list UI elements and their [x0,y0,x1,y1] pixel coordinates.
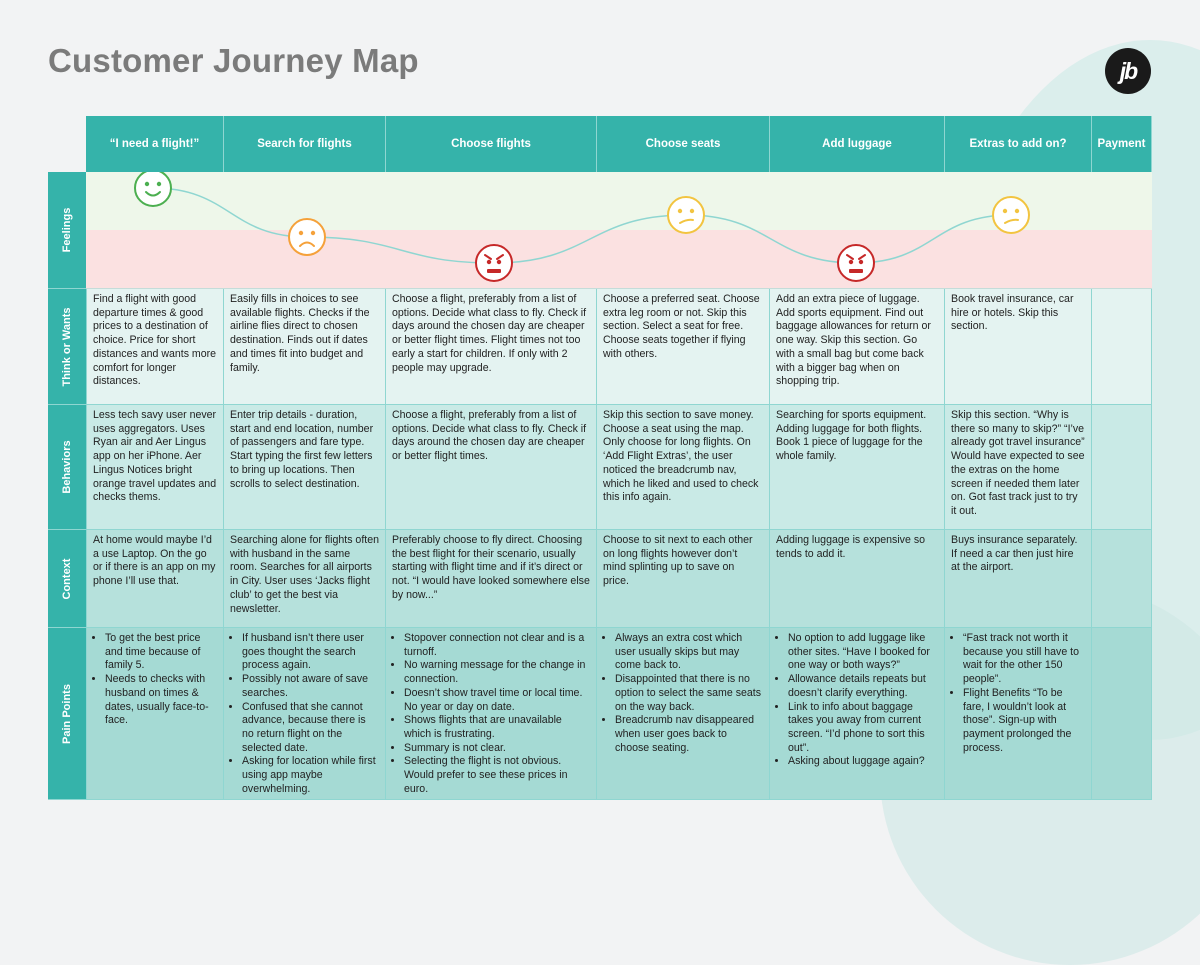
stage-header: “I need a flight!” [86,116,224,172]
row-label-text: Think or Wants [61,306,73,387]
think-cell: Book travel insurance, car hire or hotels. Skip this section. [945,289,1092,405]
pain-point-list [951,632,1085,755]
pain-cell [1092,628,1152,800]
behaviors-cell: Skip this section to save money. Choose a seat using the map. Only choose for long flights. On ‘Add Flight Extras’, the user noticed the breadcrumb nav, which he liked and used to check this info again. [597,405,770,530]
context-cell: Choose to sit next to each other on long flights however don’t mind splinting up to save on price. [597,530,770,628]
row-label-behaviors [48,405,86,530]
context-cell [1092,530,1152,628]
neutral-face-icon [993,197,1029,233]
pain-point-item: • Asking about luggage again? [788,755,938,769]
pain-cell [770,628,945,800]
pain-point-item: • Asking for location while first using app maybe overwhelming. [242,755,379,796]
pain-point-item: • No warning message for the change in connection. [404,659,590,686]
pain-cell [224,628,386,800]
pain-point-item: • Shows flights that are unavailable which is frustrating. [404,714,590,741]
think-cell: Add an extra piece of luggage. Add sports equipment. Find out baggage allowances for return or one way. Skip this section. Go with a small bag but come back with a bigger bag when on shopping trip. [770,289,945,405]
pain-point-item: • Breadcrumb nav disappeared when user goes back to choose seating. [615,714,763,755]
pain-point-item: • Summary is not clear. [404,742,590,756]
pain-point-item: • Doesn’t show travel time or local time. No year or day on date. [404,687,590,714]
behaviors-cell: Searching for sports equipment. Adding luggage for both flights. Book 1 piece of luggage for the whole family. [770,405,945,530]
pain-point-item: • Confused that she cannot advance, because there is no return flight on the selected date. [242,701,379,756]
pain-point-item: • Needs to checks with husband on times & dates, usually face-to-face. [105,673,217,728]
pain-point-item: • Stopover connection not clear and is a turnoff. [404,632,590,659]
pain-point-item: • “Fast track not worth it because you still have to wait for the other 150 people”. [963,632,1085,687]
pain-point-item: • Possibly not aware of save searches. [242,673,379,700]
stage-header: Payment [1092,116,1152,172]
angry-face-icon [476,245,512,281]
pain-point-item: • To get the best price and time because of family 5. [105,632,217,673]
context-cell: Buys insurance separately. If need a car then just hire at the airport. [945,530,1092,628]
pain-point-item: • Selecting the flight is not obvious. Would prefer to see these prices in euro. [404,755,590,796]
think-cell [1092,289,1152,405]
think-cell: Find a flight with good departure times & good prices to a destination of choice. Price for short distances and wants more comfort for longer distances. [86,289,224,405]
pain-point-item: • Always an extra cost which user usually skips but may come back to. [615,632,763,673]
context-cell: Searching alone for flights often with husband in the same room. Searches for all airports in City. User uses ‘Jacks flight club’ to get the best via newsletter. [224,530,386,628]
behaviors-cell: Choose a flight, preferably from a list of options. Decide what class to fly. Check if days around the chosen day are cheaper or better flight times. [386,405,597,530]
think-cell: Choose a preferred seat. Choose extra leg room or not. Skip this section. Select a seat for free. Choose seats together if flying with others. [597,289,770,405]
stage-header: Choose flights [386,116,597,172]
pain-point-list [93,632,217,728]
stage-header: Add luggage [770,116,945,172]
row-label-text: Feelings [61,207,73,253]
pain-point-item: • Link to info about baggage takes you away from current screen. “I’d phone to sort this out”. [788,701,938,756]
row-label-pain [48,628,86,800]
pain-cell [945,628,1092,800]
pain-point-item: • Flight Benefits “To be fare, I wouldn’t look at those”. Sign-up with payment prolonged the process. [963,687,1085,756]
sad-face-icon [289,219,325,255]
pain-point-item: • No option to add luggage like other sites. “Have I booked for one way or both ways?” [788,632,938,673]
row-label-context [48,530,86,628]
think-cell: Easily fills in choices to see available flights. Checks if the airline flies direct to chosen destination. Finds out if dates and times fit into budget and family. [224,289,386,405]
stage-header: Extras to add on? [945,116,1092,172]
row-label-think [48,289,86,405]
pain-cell [386,628,597,800]
think-cell: Choose a flight, preferably from a list of options. Decide what class to fly. Check if days around the chosen day are cheaper or better flight times. Flight times not too early a start for children. If only with 2 people may upgrade. [386,289,597,405]
pain-point-item: • Allowance details repeats but doesn’t clarify everything. [788,673,938,700]
neutral-face-icon [668,197,704,233]
row-label-text: Context [61,558,73,599]
pain-point-list [776,632,938,769]
context-cell: Adding luggage is expensive so tends to add it. [770,530,945,628]
logo: jb [1105,48,1151,94]
pain-point-list [230,632,379,796]
pain-point-item: • If husband isn’t there user goes thought the search process again. [242,632,379,673]
happy-face-icon [135,172,171,206]
pain-cell [86,628,224,800]
angry-face-icon [838,245,874,281]
row-label-text: Behaviors [61,440,73,494]
behaviors-cell: Skip this section. “Why is there so many to skip?” “I’ve already got travel insurance” Would have expected to see the extras on the home screen if needed them later on. Got fast track just to try it out. [945,405,1092,530]
stage-header: Choose seats [597,116,770,172]
row-label-feelings [48,172,86,289]
row-label-text: Pain Points [61,683,73,744]
feelings-svg [86,172,1152,289]
pain-point-list [392,632,590,796]
pain-cell [597,628,770,800]
behaviors-cell: Less tech savy user never uses aggregators. Uses Ryan air and Aer Lingus app on her iPhone. Aer Lingus Notices bright orange travel updates and checks thems. [86,405,224,530]
stage-header: Search for flights [224,116,386,172]
context-cell: Preferably choose to fly direct. Choosing the best flight for their scenario, usually starting with flight time and if it’s direct or not. “I would have looked somewhere else by now...” [386,530,597,628]
pain-point-item: • Disappointed that there is no option to select the same seats on the way back. [615,673,763,714]
page-title: Customer Journey Map [48,42,419,79]
behaviors-cell: Enter trip details - duration, start and end location, number of passengers and fare type. Start typing the first few letters to bring up locations. Then scrolls to select destination. [224,405,386,530]
feelings-chart [86,172,1152,289]
negative-band [86,230,1152,289]
pain-point-list [603,632,763,755]
context-cell: At home would maybe I’d a use Laptop. On the go or if there is an app on my phone I’ll use that. [86,530,224,628]
behaviors-cell [1092,405,1152,530]
